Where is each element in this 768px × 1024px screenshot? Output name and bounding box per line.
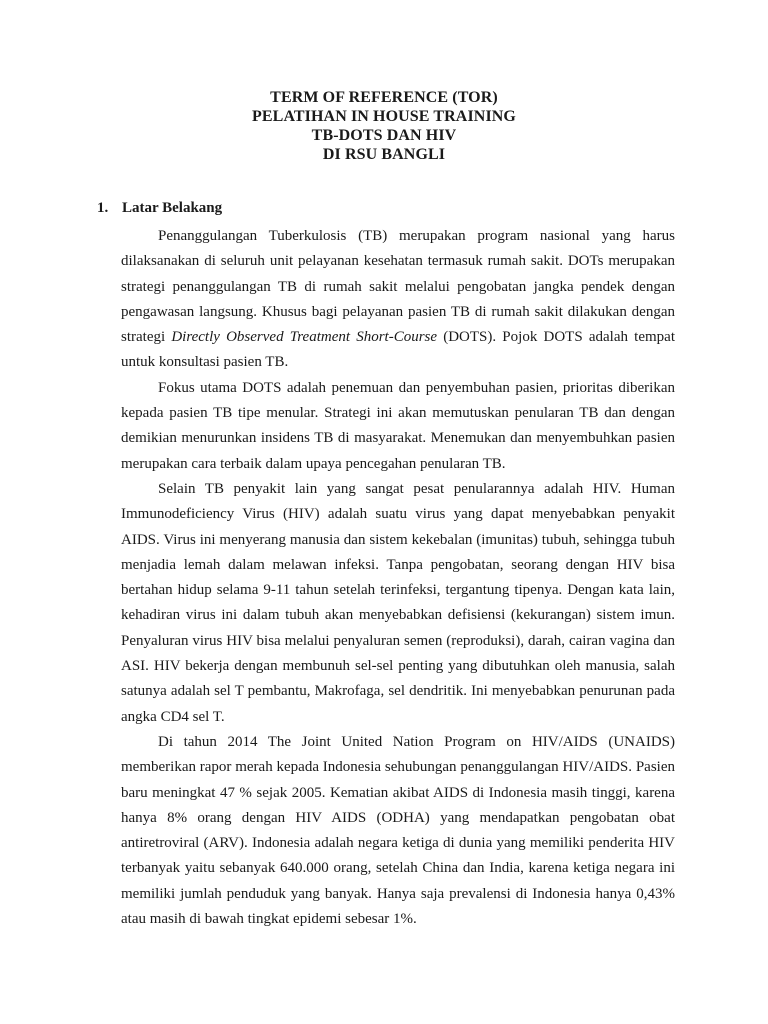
paragraph-1-text-b: (DOTS). Pojok DOTS adalah tempat untuk konsultasi pasien TB. [121, 329, 675, 371]
section-number: 1. [97, 200, 109, 216]
paragraph-1 [121, 224, 675, 376]
title-line-2: PELATIHAN IN HOUSE TRAINING [252, 108, 516, 125]
paragraph-3: Selain TB penyakit lain yang sangat pesat penularannya adalah HIV. Human Immunodeficiency Virus (HIV) adalah suatu virus yang dapat menyebabkan penyakit AIDS. Virus ini menyerang manusia dan sistem kekebalan (imunitas) tubuh, sehingga tubuh menjadia lemah dalam melawan infeksi. Tanpa pengobatan, seorang dengan HIV bisa bertahan hidup selama 9-11 tahun setelah terinfeksi, tergantung tipenya. Dengan kata lain, kehadiran virus ini dalam tubuh akan menyebabkan defisiensi (kekurangan) sistem imun. Penyaluran virus HIV bisa melalui penyaluran semen (reproduksi), darah, cairan vagina dan ASI. HIV bekerja dengan membunuh sel-sel penting yang dibutuhkan oleh manusia, salah satunya adalah sel T pembantu, Makrofaga, sel dendritik. Ini menyebabkan penurunan pada angka CD4 sel T. [121, 480, 675, 725]
paragraph-2: Fokus utama DOTS adalah penemuan dan penyembuhan pasien, prioritas diberikan kepada pasien TB tipe menular. Strategi ini akan memutuskan penularan TB dan dengan demikian menurunkan insidens TB di masyarakat. Menemukan dan menyembuhkan pasien merupakan cara terbaik dalam upaya pencegahan penularan TB. [121, 379, 675, 472]
title-line-1: TERM OF REFERENCE (TOR) [270, 89, 498, 106]
title-line-4: DI RSU BANGLI [322, 146, 446, 163]
section-body [121, 224, 675, 932]
paragraph-4: Di tahun 2014 The Joint United Nation Program on HIV/AIDS (UNAIDS) memberikan rapor merah kepada Indonesia sehubungan penanggulangan HIV/AIDS. Pasien baru meningkat 47 % sejak 2005. Kematian akibat AIDS di Indonesia masih tinggi, karena hanya 8% orang dengan HIV AIDS (ODHA) yang mendapatkan pengobatan obat antiretroviral (ARV). Indonesia adalah negara ketiga di dunia yang memiliki penderita HIV terbanyak yaitu sebanyak 640.000 orang, setelah China dan India, karena ketiga negara ini memiliki jumlah penduduk yang banyak. Hanya saja prevalensi di Indonesia hanya 0,43% atau masih di bawah tingkat epidemi sebesar 1%. [121, 733, 675, 928]
section-heading [97, 199, 222, 217]
section-title: Latar Belakang [122, 200, 223, 216]
title-line-3: TB-DOTS DAN HIV [311, 127, 457, 144]
document-title [0, 88, 768, 164]
paragraph-1-text-a: Penanggulangan Tuberkulosis (TB) merupakan program nasional yang harus dilaksanakan di seluruh unit pelayanan kesehatan termasuk rumah sakit. DOTs merupakan strategi penanggulangan TB di rumah sakit melalui pengobatan jangka pendek dengan pengawasan langsung. Khusus bagi pelayanan pasien TB di rumah sakit dilakukan dengan strategi [121, 228, 675, 346]
paragraph-1-italic-term: Directly Observed Treatment Short-Course [171, 329, 438, 346]
